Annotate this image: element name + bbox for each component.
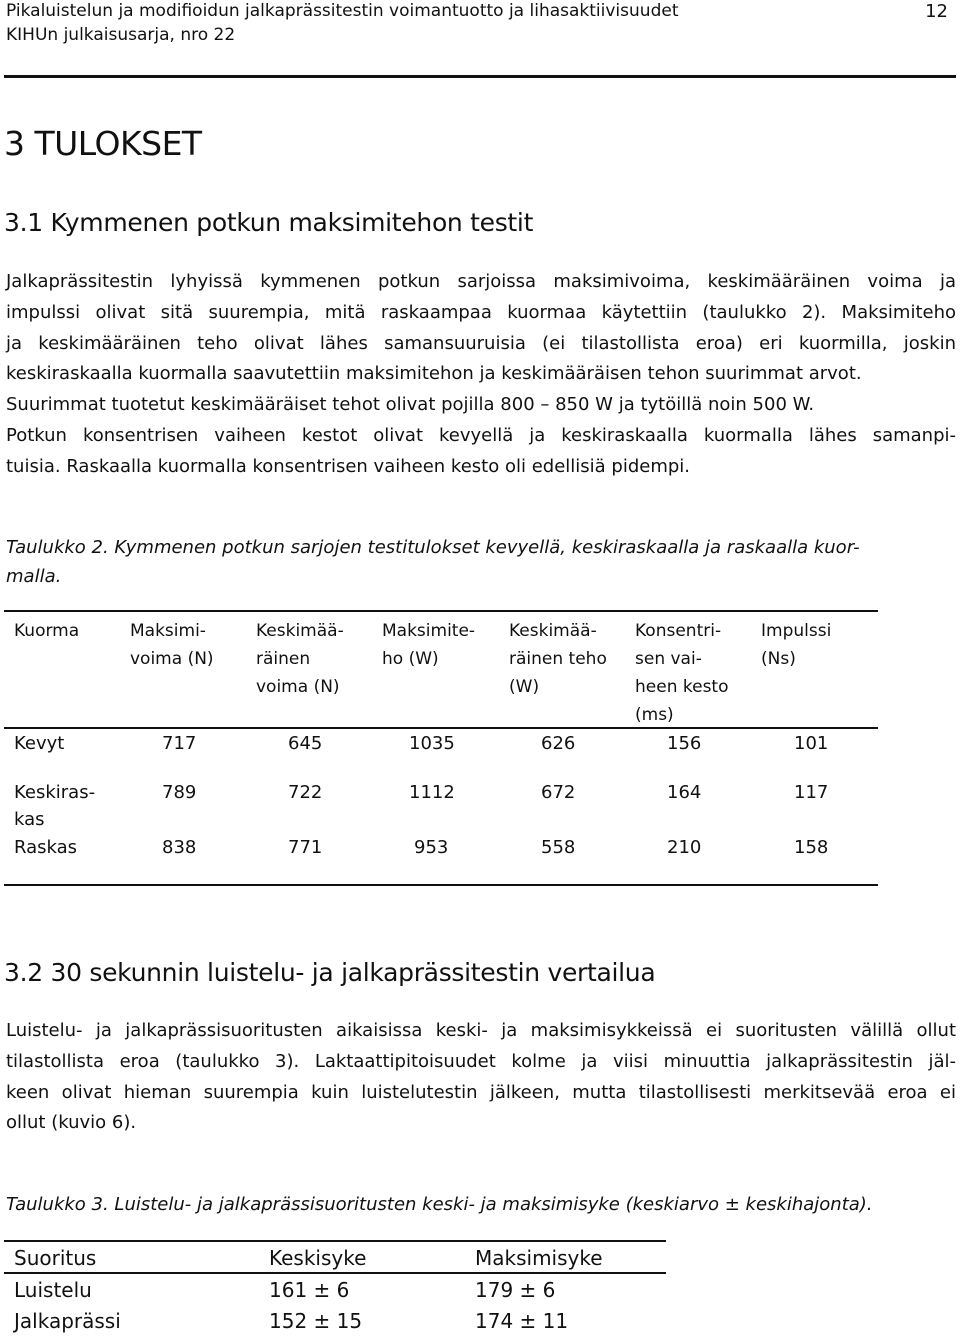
table-2-bottom-rule [4,884,878,886]
table-3-top-rule [4,1240,666,1242]
table-cell: 722 [288,782,323,803]
table-2-header-cell: Maksimi- voima (N) [130,621,214,669]
paragraph-line: keen olivat hieman suurempia kuin luistelutestin jälkeen, mutta tilastollisesti merkitsevää eroa ei [6,1081,956,1103]
table-cell: 558 [541,837,576,858]
table-2-header-cell: Impulssi (Ns) [761,621,832,669]
table-cell: 161 ± 6 [269,1278,350,1302]
table-cell: 101 [794,733,829,754]
paragraph-line: Suurimmat tuotetut keskimääräiset tehot olivat pojilla 800 – 850 W ja tytöillä noin 500 W. [6,394,815,416]
table-cell: Luistelu [14,1278,92,1302]
caption-line: Taulukko 2. Kymmenen potkun sarjojen testitulokset kevyellä, keskiraskaalla ja raskaalla kuor- [6,537,860,558]
table-2-header-cell: Kuorma [14,621,80,641]
table-2-caption [6,533,956,591]
table-3-caption [6,1190,956,1219]
paragraph-line: Potkun konsentrisen vaiheen kestot olivat kevyellä ja keskiraskaalla kuormalla lähes samanpi- [6,424,956,446]
table-cell: 953 [414,837,449,858]
table-cell: 156 [667,733,702,754]
table-2-header-cell: Keskimää- räinen voima (N) [256,621,344,697]
paragraph-3-1 [6,267,956,483]
paragraph-line: Luistelu- ja jalkaprässisuoritusten aikaisissa keski- ja maksimisykkeissä ei suoritusten välillä ollut [6,1020,956,1041]
table-cell: 164 [667,782,702,803]
header-rule [4,75,956,78]
table-2-header-cell: Konsentri- sen vai- heen kesto (ms) [635,621,729,725]
running-header-title: Pikaluistelun ja modifioidun jalkaprässitestin voimantuotto ja lihasaktiivisuudet [6,1,679,21]
paragraph-line: tilastollista eroa (taulukko 3). Laktaattipitoisuudet kolme ja viisi minuuttia jalkaprässitestin jäl- [6,1050,956,1072]
paragraph-line: impulssi olivat sitä suurempia, mitä raskaampaa kuormaa käytettiin (taulukko 2). Maksimiteho [6,301,956,323]
table-cell: 789 [162,782,197,803]
table-cell: 626 [541,733,576,754]
table-3-header-rule [4,1272,666,1274]
running-header-series: KIHUn julkaisusarja, nro 22 [6,25,236,45]
paragraph-line: Jalkaprässitestin lyhyissä kymmenen potkun sarjoissa maksimivoima, keskimääräinen voima ja [6,271,956,292]
table-cell: Jalkaprässi [14,1309,121,1333]
table-cell: 717 [162,733,197,754]
table-2-row-label: Raskas [14,837,78,858]
table-cell: 210 [667,837,702,858]
table-cell: 672 [541,782,576,803]
table-cell: 174 ± 11 [475,1309,569,1333]
table-cell: 179 ± 6 [475,1278,556,1302]
subsection-heading-3-1: 3.1 Kymmenen potkun maksimitehon testit [4,208,534,237]
table-3-header-cell: Keskisyke [269,1246,367,1270]
paragraph-3-2 [6,1016,956,1139]
table-2-row-label: Kevyt [14,733,65,754]
table-2-top-rule [4,610,878,612]
table-2-header-cell: Keskimää- räinen teho (W) [509,621,607,697]
table-3-header-cell: Suoritus [14,1246,97,1270]
caption-line: malla. [6,566,62,587]
paragraph-line: keskiraskaalla kuormalla saavutettiin maksimitehon ja keskimääräisen tehon suurimmat arvot. [6,363,862,385]
table-cell: 117 [794,782,829,803]
caption-line: Taulukko 3. Luistelu- ja jalkaprässisuoritusten keski- ja maksimisyke (keskiarvo ± keskihajonta). [6,1194,873,1215]
table-cell: 838 [162,837,197,858]
table-cell: 158 [794,837,829,858]
paragraph-line: tuisia. Raskaalla kuormalla konsentrisen vaiheen kesto oli edellisiä pidempi. [6,455,691,477]
table-cell: 152 ± 15 [269,1309,363,1333]
table-2-row-label: Keskiras- kas [14,782,96,830]
table-cell: 1112 [409,782,455,803]
section-heading: 3 TULOKSET [4,124,202,163]
subsection-heading-3-2: 3.2 30 sekunnin luistelu- ja jalkaprässitestin vertailua [4,958,656,987]
table-cell: 1035 [409,733,455,754]
page-number: 12 [925,1,948,22]
table-cell: 771 [288,837,323,858]
table-3-header-cell: Maksimisyke [475,1246,603,1270]
paragraph-line: ja keskimääräinen teho olivat lähes samansuuruisia (ei tilastollista eroa) eri kuormilla, joskin [6,332,956,354]
table-2-header-cell: Maksimite- ho (W) [382,621,476,669]
table-2-header-rule [4,727,878,729]
table-cell: 645 [288,733,323,754]
paragraph-line: ollut (kuvio 6). [6,1112,137,1134]
